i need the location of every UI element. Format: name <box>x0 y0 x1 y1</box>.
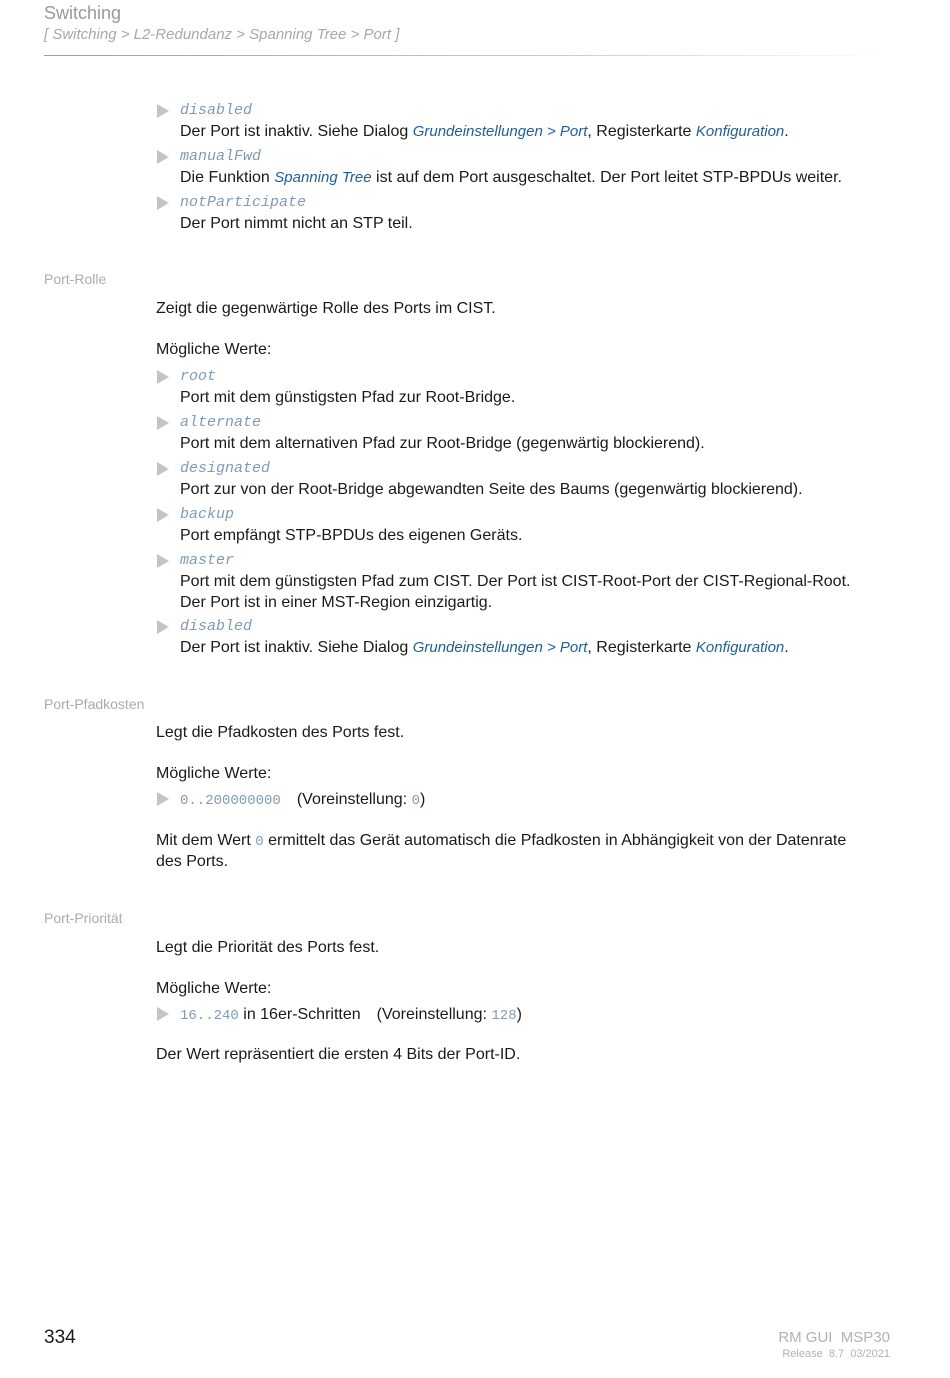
value-range: 16..240 <box>180 1008 239 1024</box>
default-value: 128 <box>491 1008 517 1024</box>
default-label: (Voreinstellung: <box>296 791 412 808</box>
value-description: Port empfängt STP-BPDUs des eigenen Geräts. <box>180 527 523 544</box>
section-intro: Legt die Priorität des Ports fest. <box>156 939 380 956</box>
note-value: 0 <box>255 834 264 850</box>
bullet-triangle-icon <box>157 462 169 476</box>
value-range: 0..200000000 <box>180 793 281 809</box>
value-code: manualFwd <box>180 148 262 165</box>
value-description: Port zur von der Root-Bridge abgewandten Seite des Baums (gegenwärtig blockierend). <box>180 481 803 498</box>
value-code: designated <box>180 460 271 477</box>
page-title: Switching <box>44 3 122 23</box>
bullet-triangle-icon <box>157 554 169 568</box>
value-description: Port mit dem alternativen Pfad zur Root-Bridge (gegenwärtig blockierend). <box>180 435 705 452</box>
tab-link[interactable]: Konfiguration <box>695 639 785 656</box>
note-text-continued: des Ports. <box>156 853 229 870</box>
bullet-triangle-icon <box>157 1007 169 1021</box>
tab-link[interactable]: Konfiguration <box>695 123 785 140</box>
bullet-triangle-icon <box>157 150 169 164</box>
value-description: Port mit dem günstigsten Pfad zur Root-Bridge. <box>180 389 516 406</box>
function-link[interactable]: Spanning Tree <box>274 169 372 186</box>
values-label: Mögliche Werte: <box>156 980 272 997</box>
breadcrumb: [ Switching > L2-Redundanz > Spanning Tree > Port ] <box>44 26 400 43</box>
dialog-link[interactable]: Grundeinstellungen > Port <box>412 639 588 656</box>
value-code: alternate <box>180 414 262 431</box>
value-code: notParticipate <box>180 194 307 211</box>
value-description: Der Port ist inaktiv. Siehe Dialog Grundeinstellungen > Port, Registerkarte Konfiguration. <box>180 123 789 140</box>
value-code: root <box>180 368 217 385</box>
default-label: (Voreinstellung: <box>376 1006 492 1023</box>
range-suffix: in 16er-Schritten <box>238 1006 361 1023</box>
bullet-triangle-icon <box>157 792 169 806</box>
value-code: backup <box>180 506 235 523</box>
section-label-port-prioritaet: Port-Priorität <box>44 910 123 926</box>
header-divider <box>44 55 890 56</box>
bullet-triangle-icon <box>157 370 169 384</box>
document-id: RM GUI MSP30 <box>778 1329 890 1346</box>
values-label: Mögliche Werte: <box>156 765 272 782</box>
value-description: Der Port nimmt nicht an STP teil. <box>180 215 413 232</box>
value-code: master <box>180 552 235 569</box>
value-description: Der Port ist inaktiv. Siehe Dialog Grundeinstellungen > Port, Registerkarte Konfiguration. <box>180 639 789 656</box>
dialog-link[interactable]: Grundeinstellungen > Port <box>412 123 588 140</box>
section-label-port-rolle: Port-Rolle <box>44 271 107 287</box>
value-description-continued: Der Port ist in einer MST-Region einzigartig. <box>180 594 493 611</box>
values-label: Mögliche Werte: <box>156 341 272 358</box>
release-info: Release 8.7 03/2021 <box>782 1348 890 1360</box>
bullet-triangle-icon <box>157 620 169 634</box>
value-code: disabled <box>180 102 253 119</box>
value-code: disabled <box>180 618 253 635</box>
bullet-triangle-icon <box>157 416 169 430</box>
note-text: Der Wert repräsentiert die ersten 4 Bits der Port-ID. <box>156 1046 521 1063</box>
value-description: Port mit dem günstigsten Pfad zum CIST. Der Port ist CIST-Root-Port der CIST-Regional-Root. <box>180 573 851 590</box>
page-number: 334 <box>44 1327 76 1348</box>
value-description: Die Funktion Spanning Tree ist auf dem Port ausgeschaltet. Der Port leitet STP-BPDUs weiter. <box>180 169 842 186</box>
bullet-triangle-icon <box>157 508 169 522</box>
section-intro: Zeigt die gegenwärtige Rolle des Ports im CIST. <box>156 300 496 317</box>
note-text: Mit dem Wert 0 ermittelt das Gerät automatisch die Pfadkosten in Abhängigkeit von der Datenrate <box>156 832 847 850</box>
bullet-triangle-icon <box>157 196 169 210</box>
default-value: 0 <box>411 793 420 809</box>
section-intro: Legt die Pfadkosten des Ports fest. <box>156 724 405 741</box>
section-label-port-pfadkosten: Port-Pfadkosten <box>44 696 145 712</box>
bullet-triangle-icon <box>157 104 169 118</box>
